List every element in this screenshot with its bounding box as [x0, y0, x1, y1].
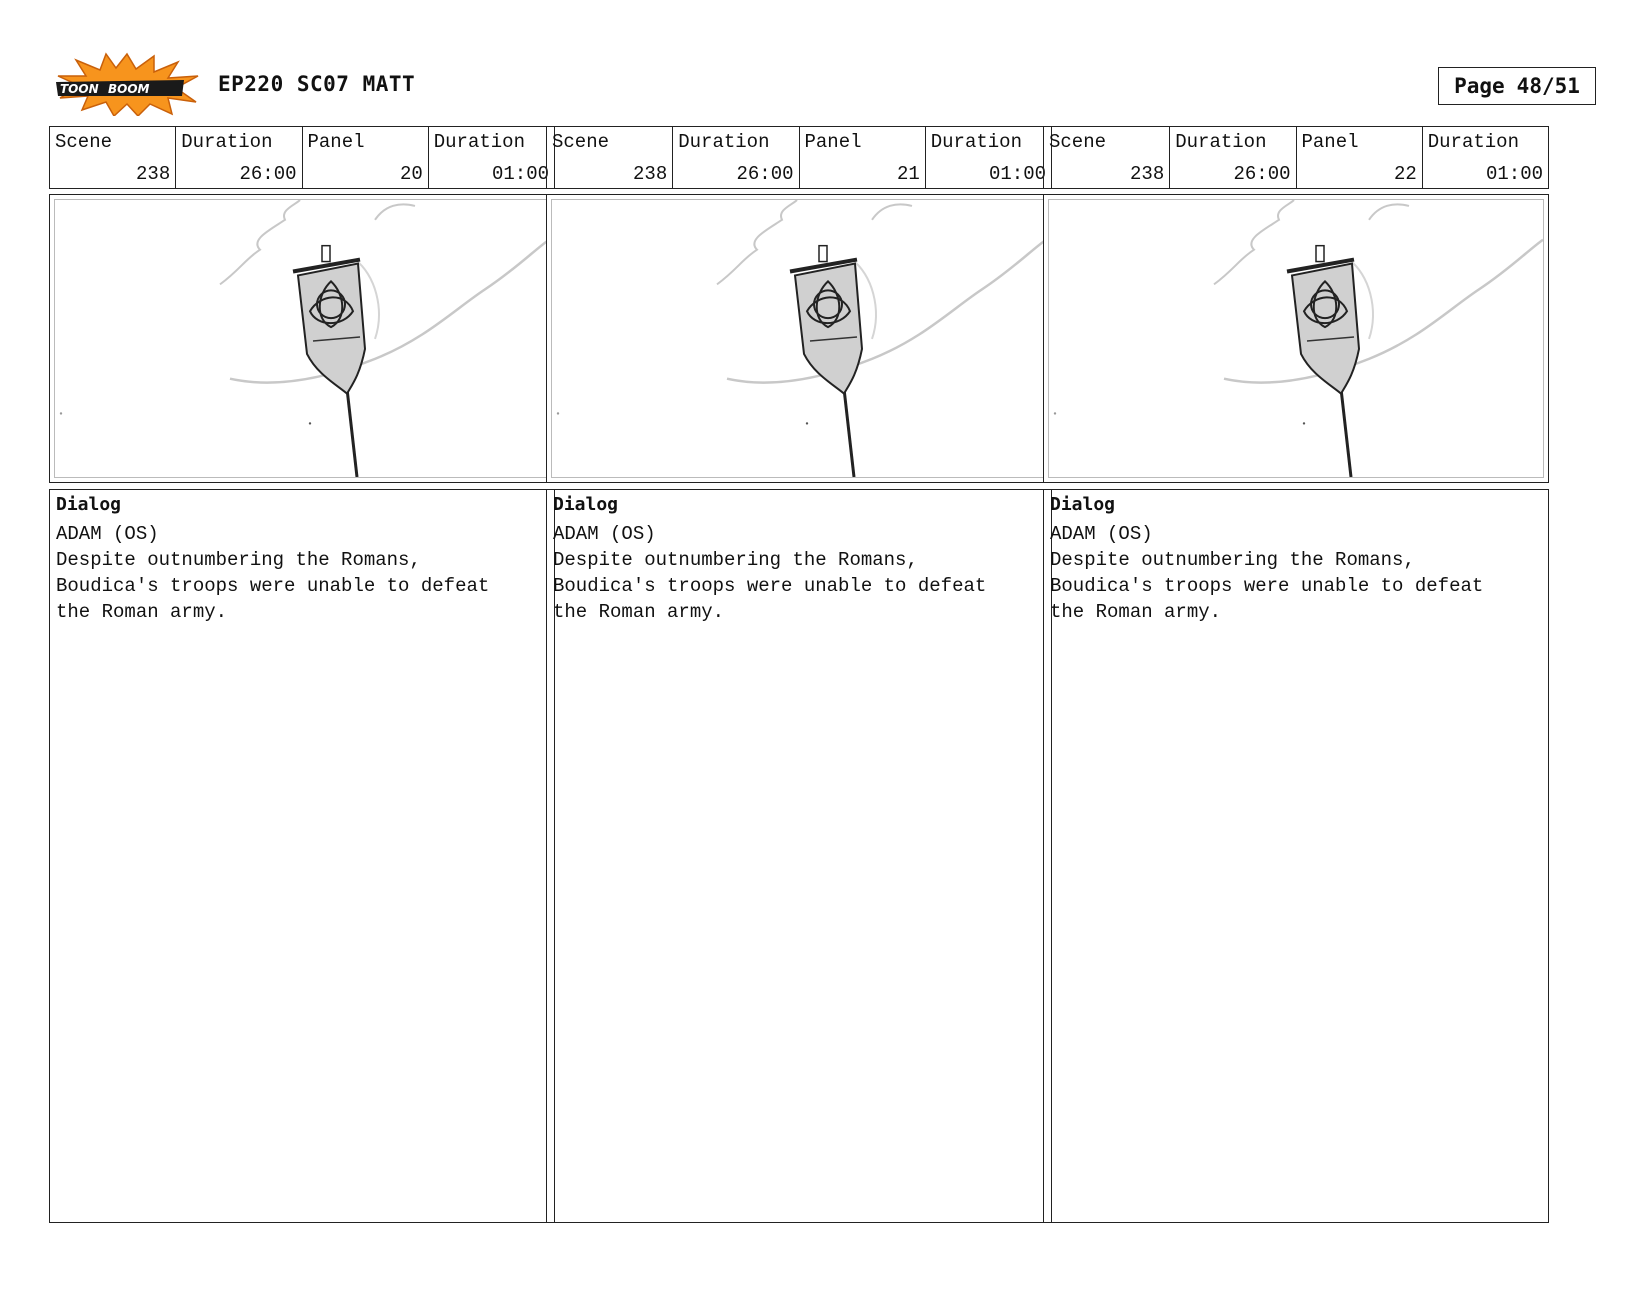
panel-duration-cell: [428, 127, 554, 188]
scene-label: Scene: [1049, 131, 1107, 153]
panel-label: Panel: [1301, 131, 1359, 153]
logo-text-left: TOON: [60, 82, 99, 96]
dialog-label: Dialog: [1050, 494, 1116, 515]
scene-label: Scene: [552, 131, 610, 153]
panel-duration-value: 01:00: [491, 163, 549, 185]
banner-sketch: [1049, 200, 1543, 477]
panel-cell: [1296, 127, 1422, 188]
dialog-lines: [553, 547, 1045, 625]
panel-duration-cell: [925, 127, 1051, 188]
scene-duration-cell: [672, 127, 798, 188]
scene-value: 238: [633, 163, 668, 185]
page-value: 48/51: [1516, 74, 1580, 98]
banner-sketch: [55, 200, 549, 477]
page-label: Page: [1454, 74, 1505, 98]
storyboard-panel: [49, 126, 555, 1223]
scene-cell: [50, 127, 175, 188]
banner-sketch: [552, 200, 1046, 477]
panel-duration-label: Duration: [433, 131, 525, 153]
scene-duration-value: 26:00: [736, 163, 794, 185]
dialog-box: [1043, 489, 1549, 1223]
dialog-line: the Roman army.: [56, 601, 228, 623]
panel-cell: [302, 127, 428, 188]
artwork-frame: [551, 199, 1047, 478]
dialog-line: Despite outnumbering the Romans,: [553, 549, 918, 571]
scene-duration-label: Duration: [181, 131, 273, 153]
panel-artwork: [1043, 194, 1549, 483]
scene-value: 238: [136, 163, 171, 185]
dialog-box: [546, 489, 1052, 1223]
dialog-line: Boudica's troops were unable to defeat: [1050, 575, 1484, 597]
dialog-speaker: ADAM (OS): [56, 523, 159, 545]
panel-duration-value: 01:00: [1485, 163, 1543, 185]
panel-duration-label: Duration: [930, 131, 1022, 153]
panel-info-bar: [49, 126, 555, 189]
scene-duration-label: Duration: [1175, 131, 1267, 153]
storyboard-panel: [1043, 126, 1549, 1223]
scene-duration-value: 26:00: [1233, 163, 1291, 185]
dialog-lines: [1050, 547, 1542, 625]
page-indicator: [1438, 67, 1596, 105]
scene-label: Scene: [55, 131, 113, 153]
scene-duration-cell: [175, 127, 301, 188]
board-title: EP220 SC07 MATT: [218, 72, 416, 96]
scene-cell: [1044, 127, 1169, 188]
panel-info-bar: [546, 126, 1052, 189]
dialog-speaker: ADAM (OS): [553, 523, 656, 545]
dialog-lines: [56, 547, 548, 625]
artwork-frame: [1048, 199, 1544, 478]
dialog-line: Despite outnumbering the Romans,: [56, 549, 421, 571]
panel-duration-value: 01:00: [988, 163, 1046, 185]
dialog-line: the Roman army.: [553, 601, 725, 623]
panel-value: 22: [1393, 163, 1417, 185]
panel-label: Panel: [804, 131, 862, 153]
dialog-label: Dialog: [56, 494, 122, 515]
storyboard-panel: [546, 126, 1052, 1223]
dialog-line: Boudica's troops were unable to defeat: [553, 575, 987, 597]
panel-label: Panel: [307, 131, 365, 153]
panel-duration-cell: [1422, 127, 1548, 188]
scene-duration-cell: [1169, 127, 1295, 188]
dialog-speaker: ADAM (OS): [1050, 523, 1153, 545]
scene-value: 238: [1130, 163, 1165, 185]
panel-info-bar: [1043, 126, 1549, 189]
panel-duration-label: Duration: [1427, 131, 1519, 153]
artwork-frame: [54, 199, 550, 478]
dialog-line: Despite outnumbering the Romans,: [1050, 549, 1415, 571]
panel-artwork: [49, 194, 555, 483]
panel-value: 21: [896, 163, 920, 185]
scene-cell: [547, 127, 672, 188]
scene-duration-label: Duration: [678, 131, 770, 153]
panel-value: 20: [399, 163, 423, 185]
dialog-label: Dialog: [553, 494, 619, 515]
dialog-line: Boudica's troops were unable to defeat: [56, 575, 490, 597]
logo-text-right: BOOM: [108, 82, 150, 96]
panel-cell: [799, 127, 925, 188]
toonboom-logo: [54, 52, 200, 116]
scene-duration-value: 26:00: [239, 163, 297, 185]
dialog-box: [49, 489, 555, 1223]
dialog-line: the Roman army.: [1050, 601, 1222, 623]
panel-artwork: [546, 194, 1052, 483]
